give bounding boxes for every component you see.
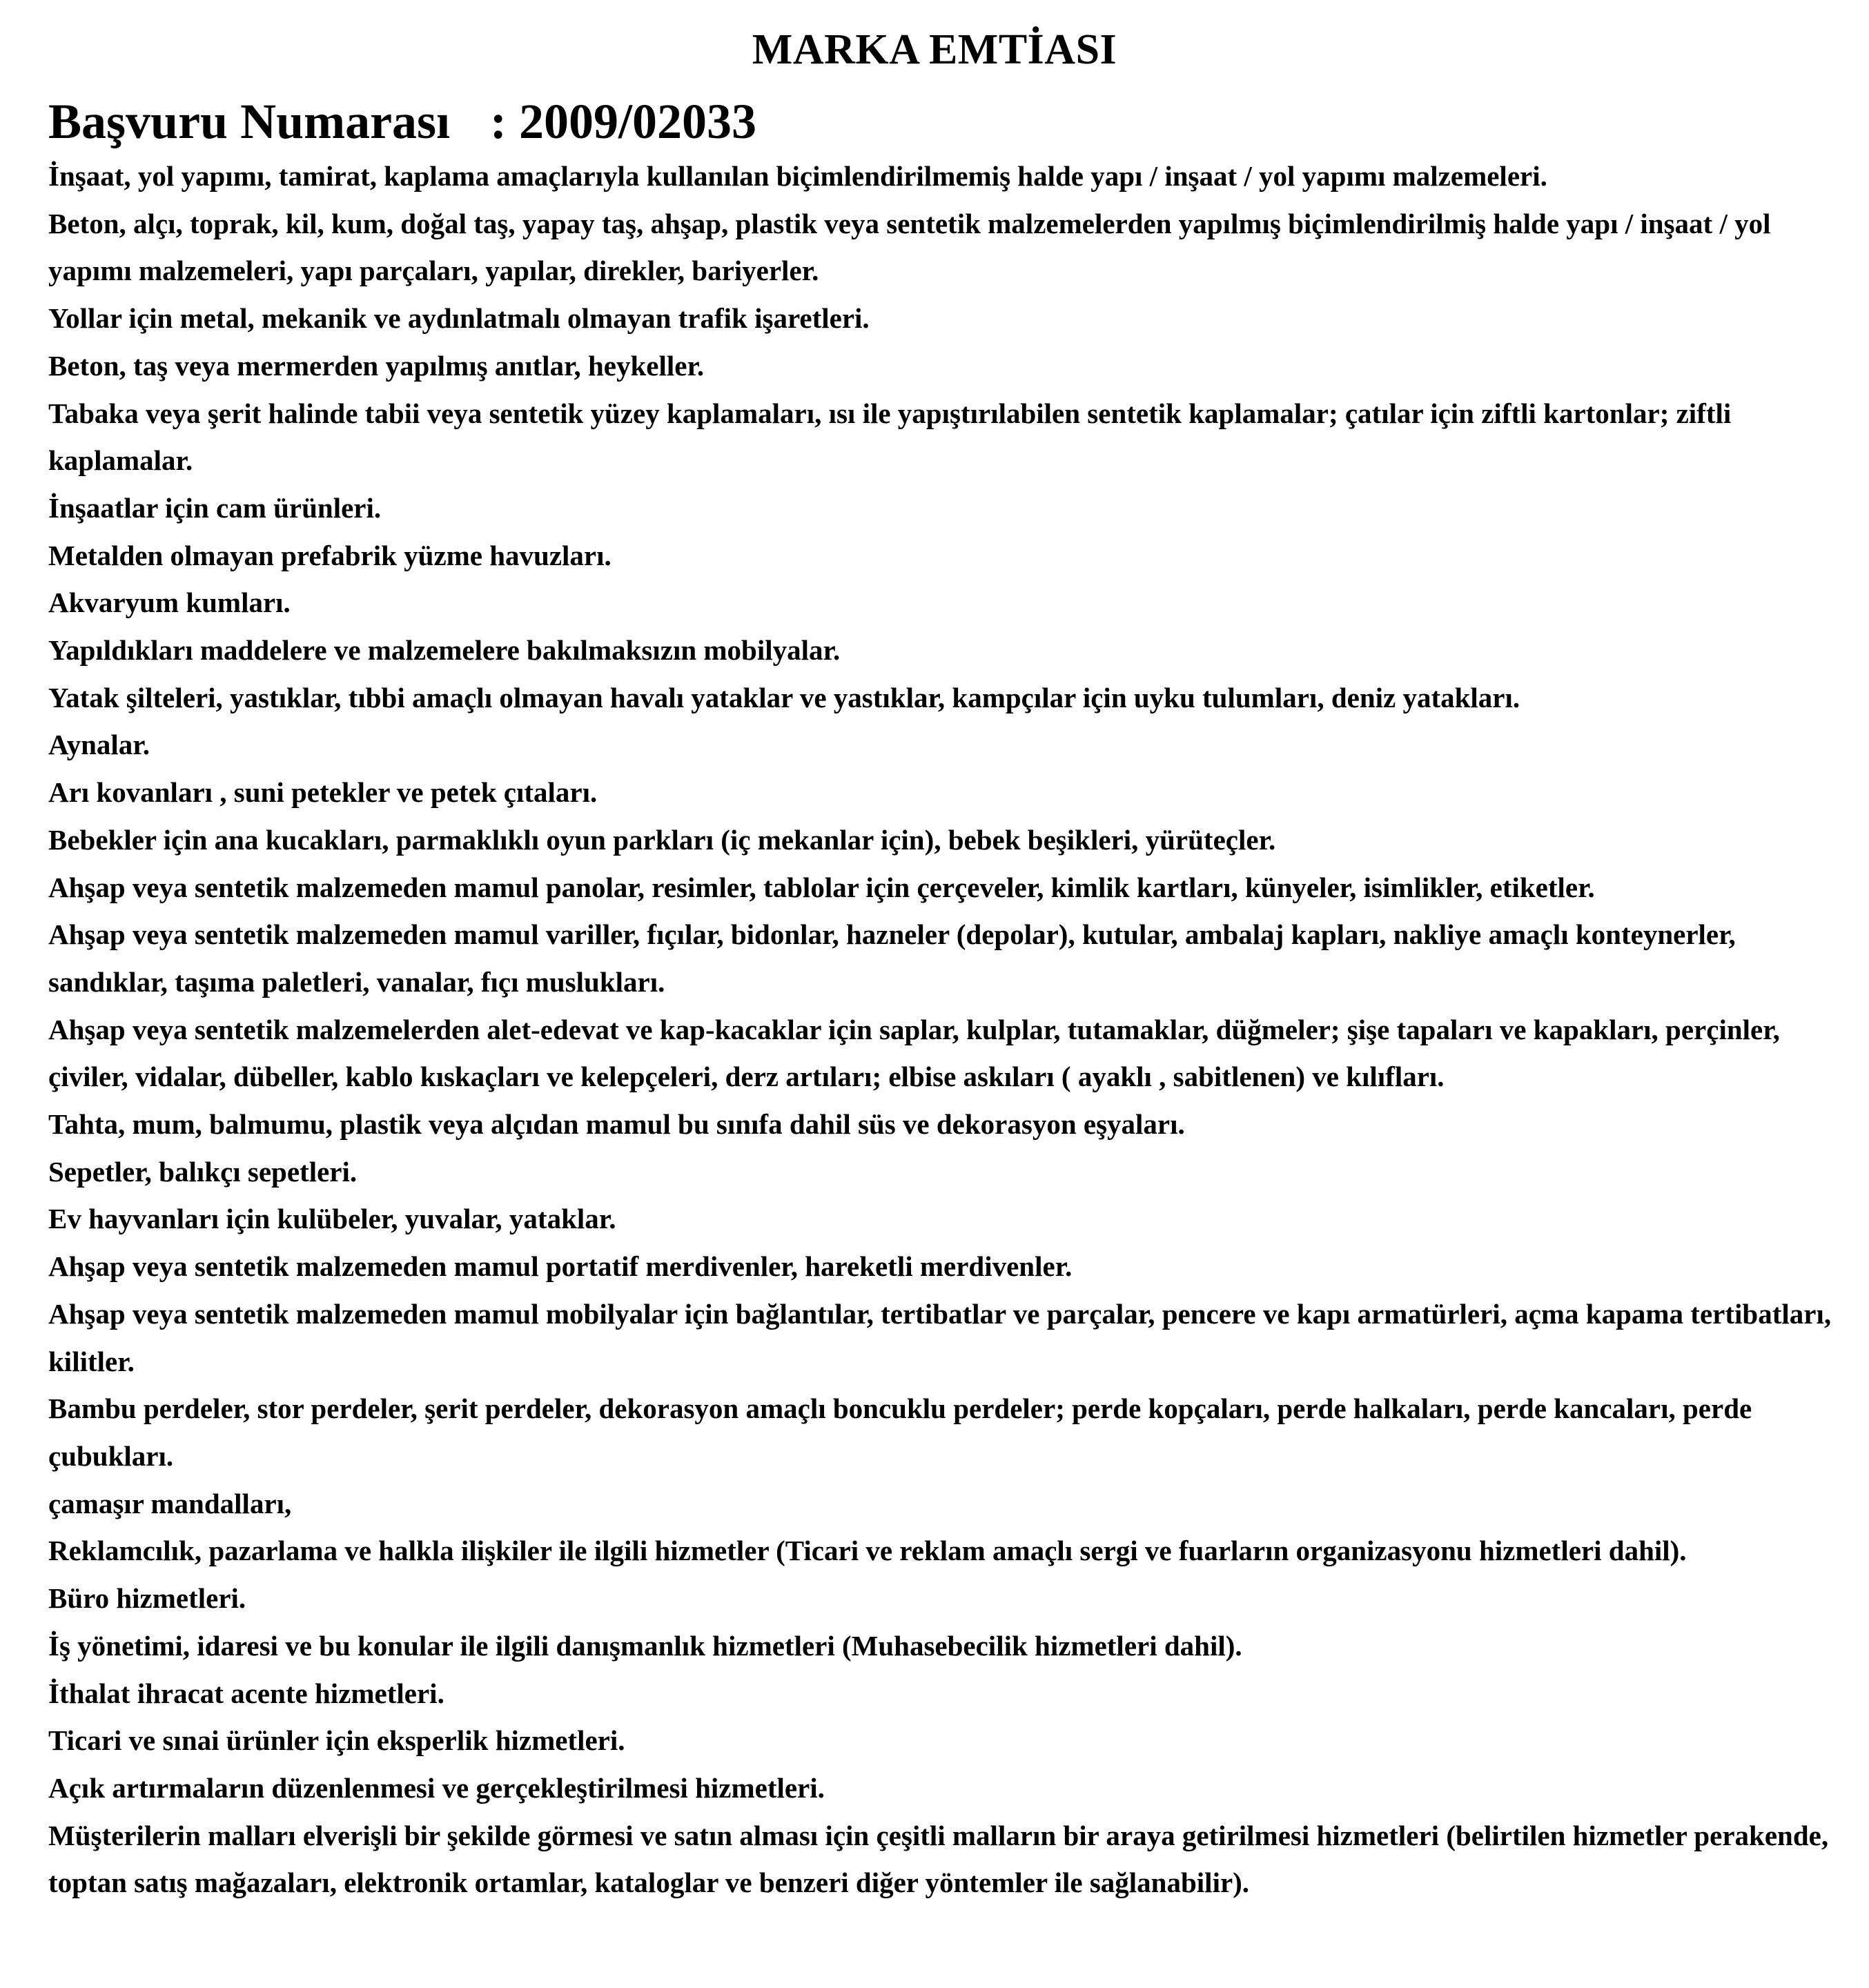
document-title: MARKA EMTİASI	[752, 26, 1117, 73]
list-item: Büro hizmetleri.	[48, 1582, 246, 1615]
application-number-value: 2009/02033	[518, 94, 756, 149]
list-item: İnşaatlar için cam ürünleri.	[48, 491, 382, 524]
list-item: Akvaryum kumları.	[48, 587, 291, 619]
list-item: Beton, alçı, toprak, kil, kum, doğal taş, yapay taş, ahşap, plastik veya sentetik malzemelerden yapılmış biçimlendirilmiş halde yapı / inşaat / yol yapımı malzemeleri, yapı parçaları, yapılar, direkler, bariyerler.	[48, 207, 1771, 287]
list-item: Ahşap veya sentetik malzemelerden alet-edevat ve kap-kacaklar için saplar, kulplar, tutamaklar, düğmeler; şişe tapaları ve kapakları, perçinler, çiviler, vidalar, dübeller, kablo kıskaçları ve kelepçeleri, derz artıları; elbise askıları ( ayaklı , sabitlenen) ve kılıfları.	[48, 1013, 1780, 1093]
list-item: Ahşap veya sentetik malzemeden mamul portatif merdivenler, hareketli merdivenler.	[48, 1250, 1073, 1283]
application-number-label: Başvuru Numarası	[48, 94, 451, 149]
list-item: Ahşap veya sentetik malzemeden mamul mobilyalar için bağlantılar, tertibatlar ve parçalar, pencere ve kapı armatürleri, açma kapama tertibatları, kilitler.	[48, 1297, 1832, 1377]
list-item: Sepetler, balıkçı sepetleri.	[48, 1155, 358, 1188]
list-item: Ahşap veya sentetik malzemeden mamul variller, fıçılar, bidonlar, hazneler (depolar), kutular, ambalaj kapları, nakliye amaçlı konteynerler, sandıklar, taşıma paletleri, vanalar, fıçı muslukları.	[48, 918, 1736, 998]
list-item: Yollar için metal, mekanik ve aydınlatmalı olmayan trafik işaretleri.	[48, 302, 870, 335]
list-item: Ahşap veya sentetik malzemeden mamul panolar, resimler, tablolar için çerçeveler, kimlik kartları, künyeler, isimlikler, etiketler.	[48, 871, 1595, 903]
list-item: Aynalar.	[48, 729, 150, 761]
list-item: Müşterilerin malları elverişli bir şekilde görmesi ve satın alması için çeşitli malların bir araya getirilmesi hizmetleri (belirtilen hizmetler perakende, toptan satış mağazaları, elektronik ortamlar, kataloglar ve benzeri diğer yöntemler ile sağlanabilir).	[48, 1819, 1829, 1899]
list-item: İthalat ihracat acente hizmetleri.	[48, 1677, 444, 1709]
list-item: Metalden olmayan prefabrik yüzme havuzları.	[48, 539, 611, 571]
list-item: Reklamcılık, pazarlama ve halkla ilişkiler ile ilgili hizmetler (Ticari ve reklam amaçlı sergi ve fuarların organizasyonu hizmetleri dahil).	[48, 1535, 1687, 1567]
list-item: Arı kovanları , suni petekler ve petek çıtaları.	[48, 776, 598, 809]
list-item: Ev hayvanları için kulübeler, yuvalar, yataklar.	[48, 1203, 616, 1235]
list-item: Tahta, mum, balmumu, plastik veya alçıdan mamul bu sınıfa dahil süs ve dekorasyon eşyaları.	[48, 1108, 1185, 1141]
list-item: Açık artırmaların düzenlenmesi ve gerçekleştirilmesi hizmetleri.	[48, 1771, 825, 1804]
list-item: Bambu perdeler, stor perdeler, şerit perdeler, dekorasyon amaçlı boncuklu perdeler; perde kopçaları, perde halkaları, perde kancaları, perde çubukları.	[48, 1392, 1752, 1472]
list-item: İş yönetimi, idaresi ve bu konular ile ilgili danışmanlık hizmetleri (Muhasebecilik hizmetleri dahil).	[48, 1629, 1242, 1662]
list-item: Tabaka veya şerit halinde tabii veya sentetik yüzey kaplamaları, ısı ile yapıştırılabilen sentetik kaplamalar; çatılar için ziftli kartonlar; ziftli kaplamalar.	[48, 397, 1732, 477]
list-item: Ticari ve sınai ürünler için eksperlik hizmetleri.	[48, 1724, 625, 1757]
list-item: Bebekler için ana kucakları, parmaklıklı oyun parkları (iç mekanlar için), bebek beşikleri, yürüteçler.	[48, 823, 1276, 856]
list-item: çamaşır mandalları,	[48, 1487, 292, 1519]
list-item: İnşaat, yol yapımı, tamirat, kaplama amaçlarıyla kullanılan biçimlendirilmemiş halde yapı / inşaat / yol yapımı malzemeleri.	[48, 160, 1547, 192]
list-item: Yapıldıkları maddelere ve malzemelere bakılmaksızın mobilyalar.	[48, 634, 841, 667]
application-number-line	[48, 88, 756, 155]
goods-services-list	[48, 152, 1843, 1907]
list-item: Yatak şilteleri, yastıklar, tıbbi amaçlı olmayan havalı yataklar ve yastıklar, kampçılar için uyku tulumları, deniz yatakları.	[48, 681, 1520, 713]
application-number-separator: :	[490, 94, 507, 149]
list-item: Beton, taş veya mermerden yapılmış anıtlar, heykeller.	[48, 349, 705, 382]
